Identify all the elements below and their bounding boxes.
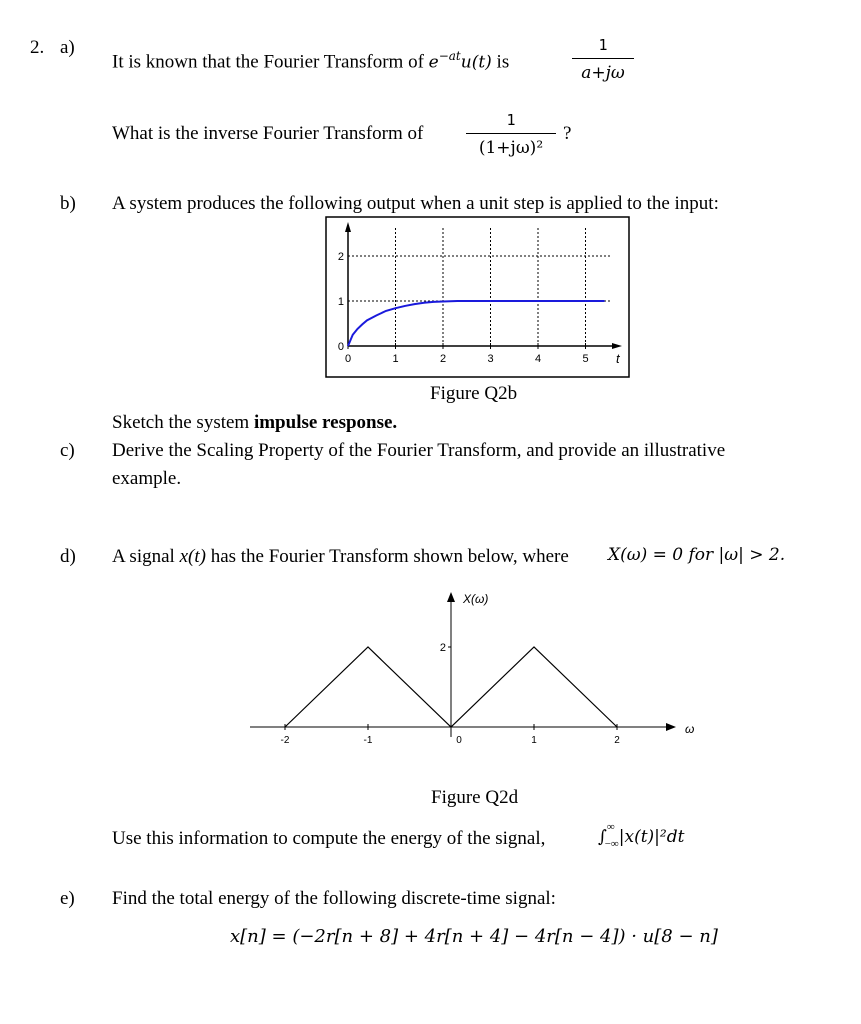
x-tick-label: 4 — [534, 353, 542, 365]
part-d-energy-text: Use this information to compute the energy of the signal, — [112, 828, 546, 849]
part-d-condition: X(ω) = 0 for |ω| > 2. — [608, 545, 786, 565]
y-tick-label: 2 — [439, 642, 446, 654]
question-mark: ? — [563, 123, 572, 144]
part-a-line1: It is known that the Fourier Transform of $e^{-at}u(t)$ is — [112, 49, 510, 73]
y-axis-label: X(ω) — [463, 592, 489, 606]
x-tick-label: 2 — [439, 353, 447, 365]
part-e-text: Find the total energy of the following discrete-time signal: — [112, 888, 556, 909]
part-c-label: c) — [60, 440, 75, 461]
part-b-text: A system produces the following output when a unit step is applied to the input: — [112, 193, 719, 214]
part-a-line2: What is the inverse Fourier Transform of — [112, 123, 424, 144]
y-axis-arrow — [447, 592, 455, 602]
energy-integral: $\int^\infty_{-\infty}|x(t)|^2dt$ — [598, 821, 685, 850]
part-b-sketch-text: Sketch the system impulse response. — [112, 412, 398, 433]
question-number: 2. — [30, 37, 45, 58]
question-fraction: 1 (1+jω)² — [466, 111, 556, 158]
y-tick-label: 2 — [337, 251, 344, 263]
figure-q2b-caption: Figure Q2b — [430, 383, 518, 404]
ft-fraction: 1 a+jω — [572, 36, 634, 83]
x-tick-label: 2 — [614, 735, 620, 746]
x-tick-label: 1 — [531, 735, 537, 746]
part-d-text: A signal x(t) has the Fourier Transform shown below, where — [112, 546, 569, 567]
part-d-label: d) — [60, 546, 76, 567]
part-c-line2: example. — [112, 468, 182, 489]
x-axis-label: t — [616, 351, 620, 366]
y-tick-label: 0 — [337, 341, 344, 353]
x-axis-label: ω — [685, 722, 695, 736]
part-e-label: e) — [60, 888, 75, 909]
part-a-label: a) — [60, 37, 75, 58]
x-tick-label: 3 — [487, 353, 494, 365]
x-tick-label: 0 — [456, 735, 462, 746]
figure-q2d-caption: Figure Q2d — [431, 787, 519, 808]
y-tick-label: 1 — [337, 296, 344, 308]
part-c-line1: Derive the Scaling Property of the Fourier Transform, and provide an illustrative — [112, 440, 726, 461]
x-tick-label: -2 — [280, 735, 290, 746]
x-tick-label: 0 — [344, 353, 352, 365]
x-tick-label: 5 — [582, 353, 589, 365]
x-tick-label: 1 — [392, 353, 399, 365]
part-e-equation: x[n] = (−2r[n + 8] + 4r[n + 4] − 4r[n − 4]) · u[8 − n] — [230, 926, 718, 947]
x-axis-arrow — [666, 723, 676, 731]
x-tick-label: -1 — [363, 735, 373, 746]
part-b-label: b) — [60, 193, 76, 214]
